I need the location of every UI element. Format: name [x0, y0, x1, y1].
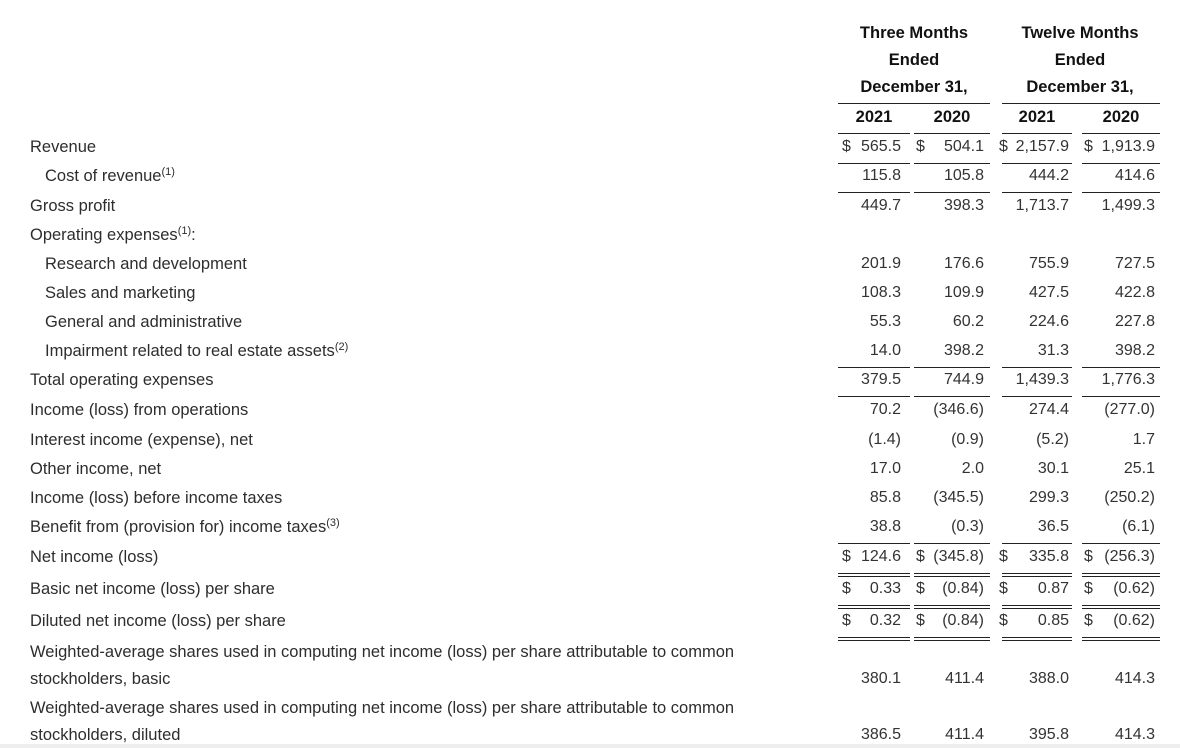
total-double-rule — [838, 637, 910, 638]
row-label-continuation: stockholders, basic — [30, 670, 171, 688]
table-cell: 386.5 — [860, 726, 901, 743]
table-cell: (0.62) — [1113, 612, 1155, 629]
row-label — [45, 313, 242, 332]
table-cell: 31.3 — [1037, 342, 1069, 359]
table-cell: 1,499.3 — [1101, 197, 1155, 214]
footnote-marker: (1) — [177, 225, 192, 237]
currency-symbol: $ — [999, 138, 1008, 155]
table-cell: 1,439.3 — [1015, 371, 1069, 388]
table-cell: (277.0) — [1104, 401, 1155, 418]
row-label-text: Sales and marketing — [45, 284, 196, 302]
row-label — [45, 284, 195, 303]
row-label — [30, 518, 340, 537]
table-cell: 398.2 — [943, 342, 984, 359]
footnote-marker: (1) — [161, 166, 175, 178]
year-header-2021-y: 2021 — [1018, 108, 1056, 126]
table-cell: 380.1 — [860, 670, 901, 687]
table-cell: 14.0 — [869, 342, 901, 359]
row-label — [30, 226, 196, 245]
subtotal-rule — [838, 396, 910, 397]
row-label-text: Cost of revenue — [45, 167, 162, 185]
table-cell: 414.6 — [1114, 167, 1155, 184]
group1-header-line3: December 31, — [860, 78, 968, 96]
table-cell: 1.7 — [1132, 431, 1155, 448]
label-suffix: : — [191, 226, 196, 244]
row-label — [30, 460, 161, 479]
total-double-rule — [838, 573, 910, 574]
bottom-scroll-edge — [0, 744, 1180, 748]
total-double-rule — [1002, 637, 1072, 638]
total-double-rule — [1002, 573, 1072, 574]
table-cell: 227.8 — [1114, 313, 1155, 330]
table-cell: 0.87 — [1037, 580, 1069, 597]
table-cell: (250.2) — [1104, 489, 1155, 506]
currency-symbol: $ — [842, 138, 851, 155]
group1-header-rule — [838, 103, 990, 104]
total-double-rule — [1002, 640, 1072, 641]
subtotal-rule — [1002, 192, 1072, 193]
table-cell: 124.6 — [860, 548, 901, 565]
table-cell: 414.3 — [1114, 670, 1155, 687]
total-double-rule — [838, 640, 910, 641]
table-cell: 201.9 — [860, 255, 901, 272]
group2-header-rule — [1002, 103, 1160, 104]
table-cell: 398.2 — [1114, 342, 1155, 359]
currency-symbol: $ — [999, 612, 1008, 629]
table-cell: 25.1 — [1123, 460, 1155, 477]
table-cell: 504.1 — [943, 138, 984, 155]
table-cell: 1,776.3 — [1101, 371, 1155, 388]
table-cell: 36.5 — [1037, 518, 1069, 535]
subtotal-rule — [838, 192, 910, 193]
group2-header-line1: Twelve Months — [1021, 24, 1139, 42]
row-label-text: Revenue — [30, 138, 97, 156]
group1-header-line2: Ended — [888, 51, 940, 69]
row-label-text: Weighted-average shares used in computing net income (loss) per share attributable to common — [30, 699, 735, 717]
table-cell: (0.9) — [951, 431, 984, 448]
total-double-rule — [1082, 605, 1160, 606]
row-label — [30, 699, 734, 718]
total-double-rule — [1082, 640, 1160, 641]
subtotal-rule — [1082, 192, 1160, 193]
currency-symbol: $ — [1084, 612, 1093, 629]
table-cell: (345.8) — [933, 548, 984, 565]
table-cell: 427.5 — [1028, 284, 1069, 301]
row-label — [30, 371, 213, 390]
group1-header-line1: Three Months — [859, 24, 969, 42]
table-cell: (256.3) — [1104, 548, 1155, 565]
table-cell: 108.3 — [860, 284, 901, 301]
row-label-text: Total operating expenses — [30, 371, 214, 389]
year-header-rule — [1002, 133, 1072, 134]
row-label-text: Benefit from (provision for) income taxes — [30, 518, 327, 536]
table-cell: 85.8 — [869, 489, 901, 506]
total-double-rule — [914, 637, 990, 638]
table-cell: (0.62) — [1113, 580, 1155, 597]
year-header-rule — [1082, 133, 1160, 134]
currency-symbol: $ — [916, 612, 925, 629]
row-label — [30, 489, 282, 508]
subtotal-rule — [1002, 367, 1072, 368]
row-label-text: Net income (loss) — [30, 548, 159, 566]
table-cell: 299.3 — [1028, 489, 1069, 506]
subtotal-rule — [914, 192, 990, 193]
row-label — [30, 431, 253, 450]
subtotal-rule — [914, 543, 990, 544]
table-cell: 395.8 — [1028, 726, 1069, 743]
row-label-text: Other income, net — [30, 460, 162, 478]
table-cell: 0.33 — [869, 580, 901, 597]
currency-symbol: $ — [916, 138, 925, 155]
footnote-marker: (2) — [334, 341, 349, 353]
total-double-rule — [914, 640, 990, 641]
subtotal-rule — [1002, 163, 1072, 164]
row-label-text: Income (loss) from operations — [30, 401, 249, 419]
total-double-rule — [838, 605, 910, 606]
total-double-rule — [1002, 576, 1072, 577]
row-label — [30, 580, 275, 599]
total-double-rule — [1082, 608, 1160, 609]
table-cell: 411.4 — [945, 670, 984, 687]
subtotal-rule — [838, 367, 910, 368]
total-double-rule — [1002, 605, 1072, 606]
subtotal-rule — [914, 367, 990, 368]
total-double-rule — [914, 608, 990, 609]
total-double-rule — [1082, 576, 1160, 577]
table-cell: 38.8 — [869, 518, 901, 535]
table-cell: 70.2 — [869, 401, 901, 418]
total-double-rule — [838, 608, 910, 609]
table-cell: 755.9 — [1028, 255, 1069, 272]
table-cell: (0.84) — [942, 580, 984, 597]
row-label-text: Income (loss) before income taxes — [30, 489, 283, 507]
row-label-text: Operating expenses — [30, 226, 178, 244]
row-label-text: Interest income (expense), net — [30, 431, 253, 449]
table-cell: 0.32 — [869, 612, 901, 629]
row-label-text: Basic net income (loss) per share — [30, 580, 275, 598]
subtotal-rule — [1002, 396, 1072, 397]
table-cell: (6.1) — [1122, 518, 1155, 535]
total-double-rule — [914, 605, 990, 606]
table-cell: 17.0 — [869, 460, 901, 477]
subtotal-rule — [838, 543, 910, 544]
table-cell: (0.3) — [951, 518, 984, 535]
year-header-2021-q: 2021 — [855, 108, 893, 126]
table-cell: (346.6) — [933, 401, 984, 418]
table-cell: 1,713.7 — [1015, 197, 1069, 214]
table-cell: 449.7 — [860, 197, 901, 214]
table-cell: 109.9 — [943, 284, 984, 301]
currency-symbol: $ — [999, 580, 1008, 597]
row-label — [45, 255, 247, 274]
row-label — [30, 643, 734, 662]
table-cell: 444.2 — [1028, 167, 1069, 184]
table-cell: (1.4) — [868, 431, 901, 448]
subtotal-rule — [1082, 396, 1160, 397]
currency-symbol: $ — [916, 548, 925, 565]
table-cell: 2.0 — [961, 460, 984, 477]
subtotal-rule — [1082, 543, 1160, 544]
table-cell: 379.5 — [860, 371, 901, 388]
table-cell: 565.5 — [860, 138, 901, 155]
table-cell: 388.0 — [1028, 670, 1069, 687]
row-label-text: Research and development — [45, 255, 247, 273]
subtotal-rule — [914, 396, 990, 397]
table-cell: 411.4 — [945, 726, 984, 743]
row-label — [30, 612, 286, 631]
row-label — [45, 167, 175, 186]
row-label-text: Gross profit — [30, 197, 116, 215]
year-header-rule — [914, 133, 990, 134]
table-cell: 60.2 — [952, 313, 984, 330]
row-label-text: Impairment related to real estate assets — [45, 342, 335, 360]
row-label-text: Diluted net income (loss) per share — [30, 612, 286, 630]
row-label-text: General and administrative — [45, 313, 243, 331]
total-double-rule — [1082, 637, 1160, 638]
footnote-marker: (3) — [326, 517, 340, 529]
table-cell: 2,157.9 — [1015, 138, 1069, 155]
table-cell: 115.8 — [862, 167, 901, 184]
currency-symbol: $ — [1084, 548, 1093, 565]
table-cell: 1,913.9 — [1101, 138, 1155, 155]
row-label — [45, 342, 348, 361]
row-label-text: Weighted-average shares used in computing net income (loss) per share attributable to common — [30, 643, 735, 661]
subtotal-rule — [1002, 543, 1072, 544]
currency-symbol: $ — [999, 548, 1008, 565]
subtotal-rule — [838, 163, 910, 164]
table-cell: (5.2) — [1036, 431, 1069, 448]
table-cell: 105.8 — [943, 167, 984, 184]
subtotal-rule — [1082, 367, 1160, 368]
row-label — [30, 548, 158, 567]
table-cell: 744.9 — [943, 371, 984, 388]
year-header-rule — [838, 133, 910, 134]
currency-symbol: $ — [842, 548, 851, 565]
table-cell: 398.3 — [943, 197, 984, 214]
total-double-rule — [838, 576, 910, 577]
table-cell: 224.6 — [1028, 313, 1069, 330]
year-header-2020-y: 2020 — [1102, 108, 1140, 126]
currency-symbol: $ — [916, 580, 925, 597]
table-cell: 0.85 — [1037, 612, 1069, 629]
table-cell: 335.8 — [1028, 548, 1069, 565]
total-double-rule — [1002, 608, 1072, 609]
currency-symbol: $ — [1084, 138, 1093, 155]
row-label-continuation: stockholders, diluted — [30, 726, 181, 744]
total-double-rule — [1082, 573, 1160, 574]
table-cell: 55.3 — [869, 313, 901, 330]
table-cell: 414.3 — [1114, 726, 1155, 743]
table-cell: (345.5) — [933, 489, 984, 506]
total-double-rule — [914, 573, 990, 574]
table-cell: 176.6 — [943, 255, 984, 272]
table-cell: 727.5 — [1114, 255, 1155, 272]
group2-header-line2: Ended — [1054, 51, 1106, 69]
currency-symbol: $ — [842, 580, 851, 597]
subtotal-rule — [1082, 163, 1160, 164]
year-header-2020-q: 2020 — [933, 108, 971, 126]
table-cell: 422.8 — [1114, 284, 1155, 301]
total-double-rule — [914, 576, 990, 577]
row-label — [30, 138, 96, 157]
currency-symbol: $ — [842, 612, 851, 629]
group2-header-line3: December 31, — [1026, 78, 1134, 96]
subtotal-rule — [914, 163, 990, 164]
row-label — [30, 197, 115, 216]
currency-symbol: $ — [1084, 580, 1093, 597]
table-cell: 30.1 — [1037, 460, 1069, 477]
row-label — [30, 401, 248, 420]
table-cell: (0.84) — [942, 612, 984, 629]
table-cell: 274.4 — [1028, 401, 1069, 418]
